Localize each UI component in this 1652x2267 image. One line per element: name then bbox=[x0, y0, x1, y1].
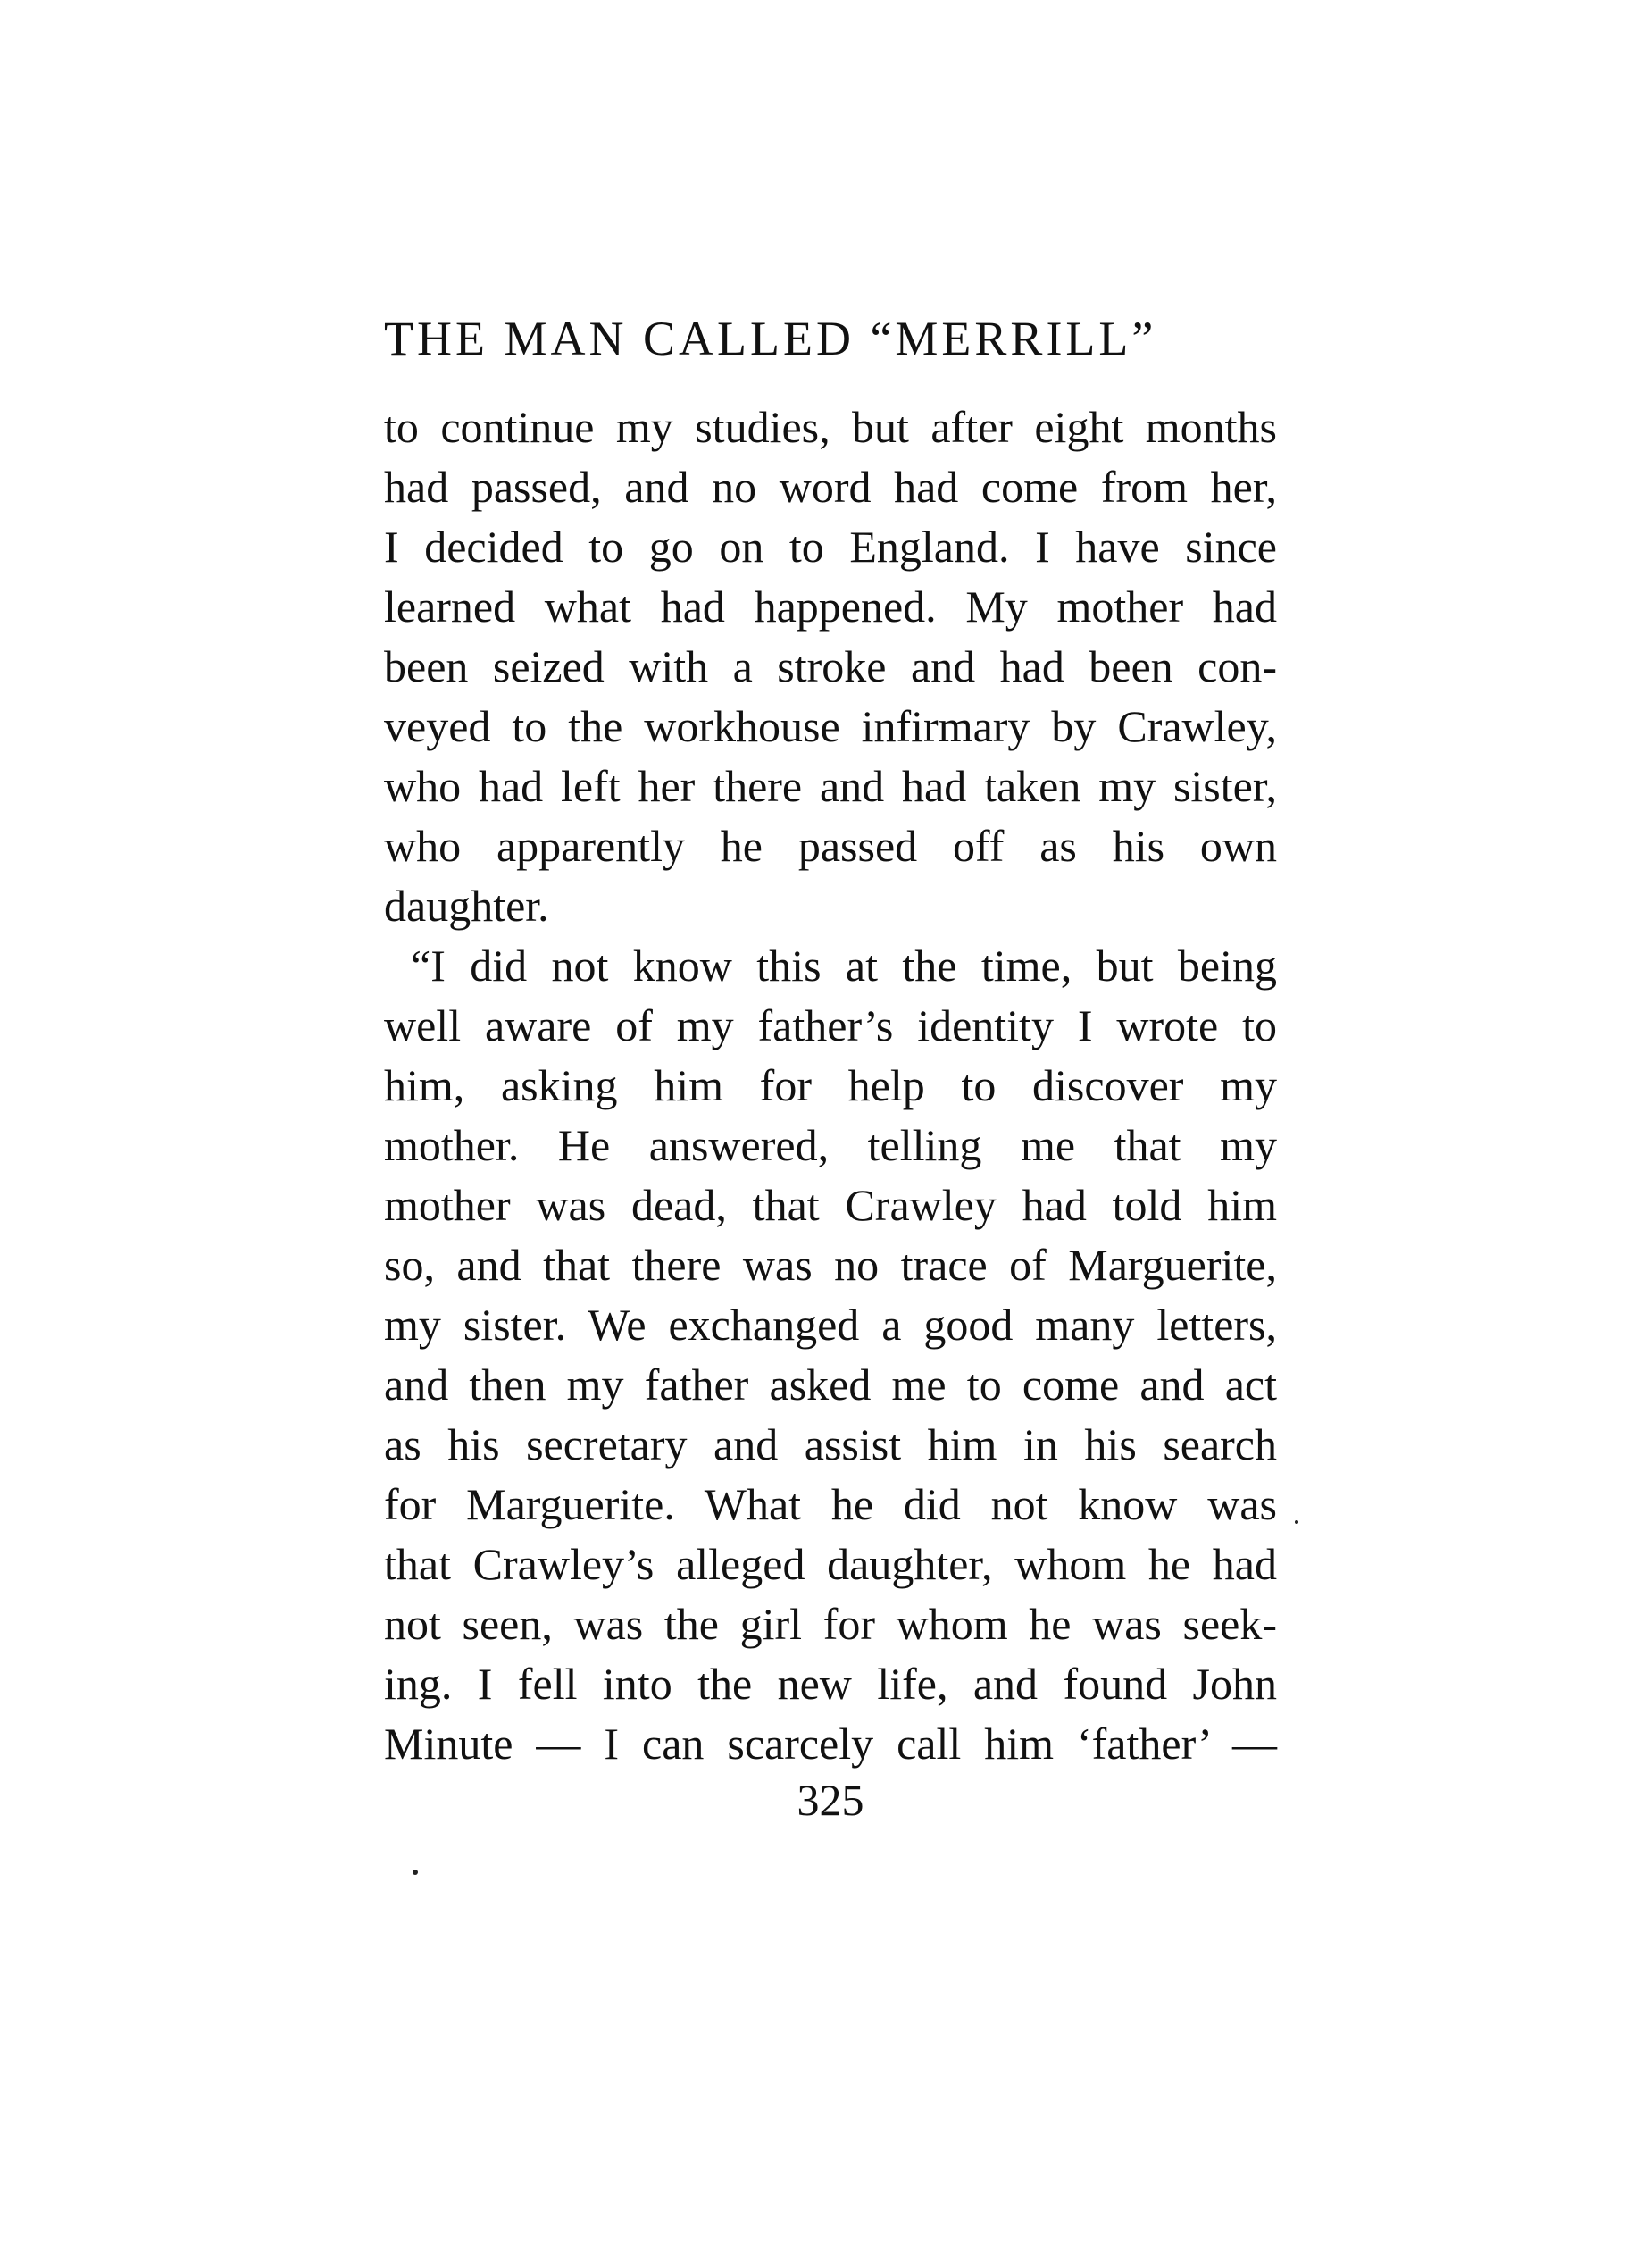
text-line: who had left her there and had taken my sister, bbox=[384, 761, 1277, 811]
text-line: and then my father asked me to come and act bbox=[384, 1359, 1277, 1410]
scan-speck bbox=[413, 1870, 418, 1875]
text-line: so, and that there was no trace of Marguerite, bbox=[384, 1240, 1277, 1290]
text-line: who apparently he passed off as his own bbox=[384, 821, 1277, 871]
text-line: mother. He answered, telling me that my bbox=[384, 1120, 1277, 1170]
text-line: as his secretary and assist him in his search bbox=[384, 1419, 1277, 1469]
text-line: I decided to go on to England. I have since bbox=[384, 522, 1277, 572]
text-line: mother was dead, that Crawley had told him bbox=[384, 1180, 1277, 1230]
body-text bbox=[384, 397, 1277, 1774]
running-head: THE MAN CALLED “MERRILL” bbox=[384, 312, 1157, 365]
text-line: had passed, and no word had come from her, bbox=[384, 462, 1277, 512]
text-line: to continue my studies, but after eight months bbox=[384, 402, 1277, 452]
text-line: that Crawley’s alleged daughter, whom he had bbox=[384, 1539, 1277, 1589]
text-line: daughter. bbox=[384, 881, 549, 931]
text-line: veyed to the workhouse infirmary by Crawley, bbox=[384, 701, 1277, 751]
text-line: for Marguerite. What he did not know was bbox=[384, 1479, 1277, 1529]
page-number: 325 bbox=[797, 1775, 864, 1825]
text-line: “I did not know this at the time, but being bbox=[411, 941, 1277, 991]
text-line: well aware of my father’s identity I wrote to bbox=[384, 1000, 1277, 1050]
text-line: him, asking him for help to discover my bbox=[384, 1060, 1277, 1110]
text-line: learned what had happened. My mother had bbox=[384, 581, 1277, 632]
text-line: been seized with a stroke and had been con- bbox=[384, 641, 1277, 691]
text-line: ing. I fell into the new life, and found John bbox=[384, 1659, 1277, 1709]
scan-speck bbox=[1295, 1520, 1298, 1524]
text-line: not seen, was the girl for whom he was seek- bbox=[384, 1599, 1277, 1649]
text-line: Minute — I can scarcely call him ‘father’ — bbox=[384, 1719, 1277, 1769]
text-line: my sister. We exchanged a good many letters, bbox=[384, 1300, 1277, 1350]
